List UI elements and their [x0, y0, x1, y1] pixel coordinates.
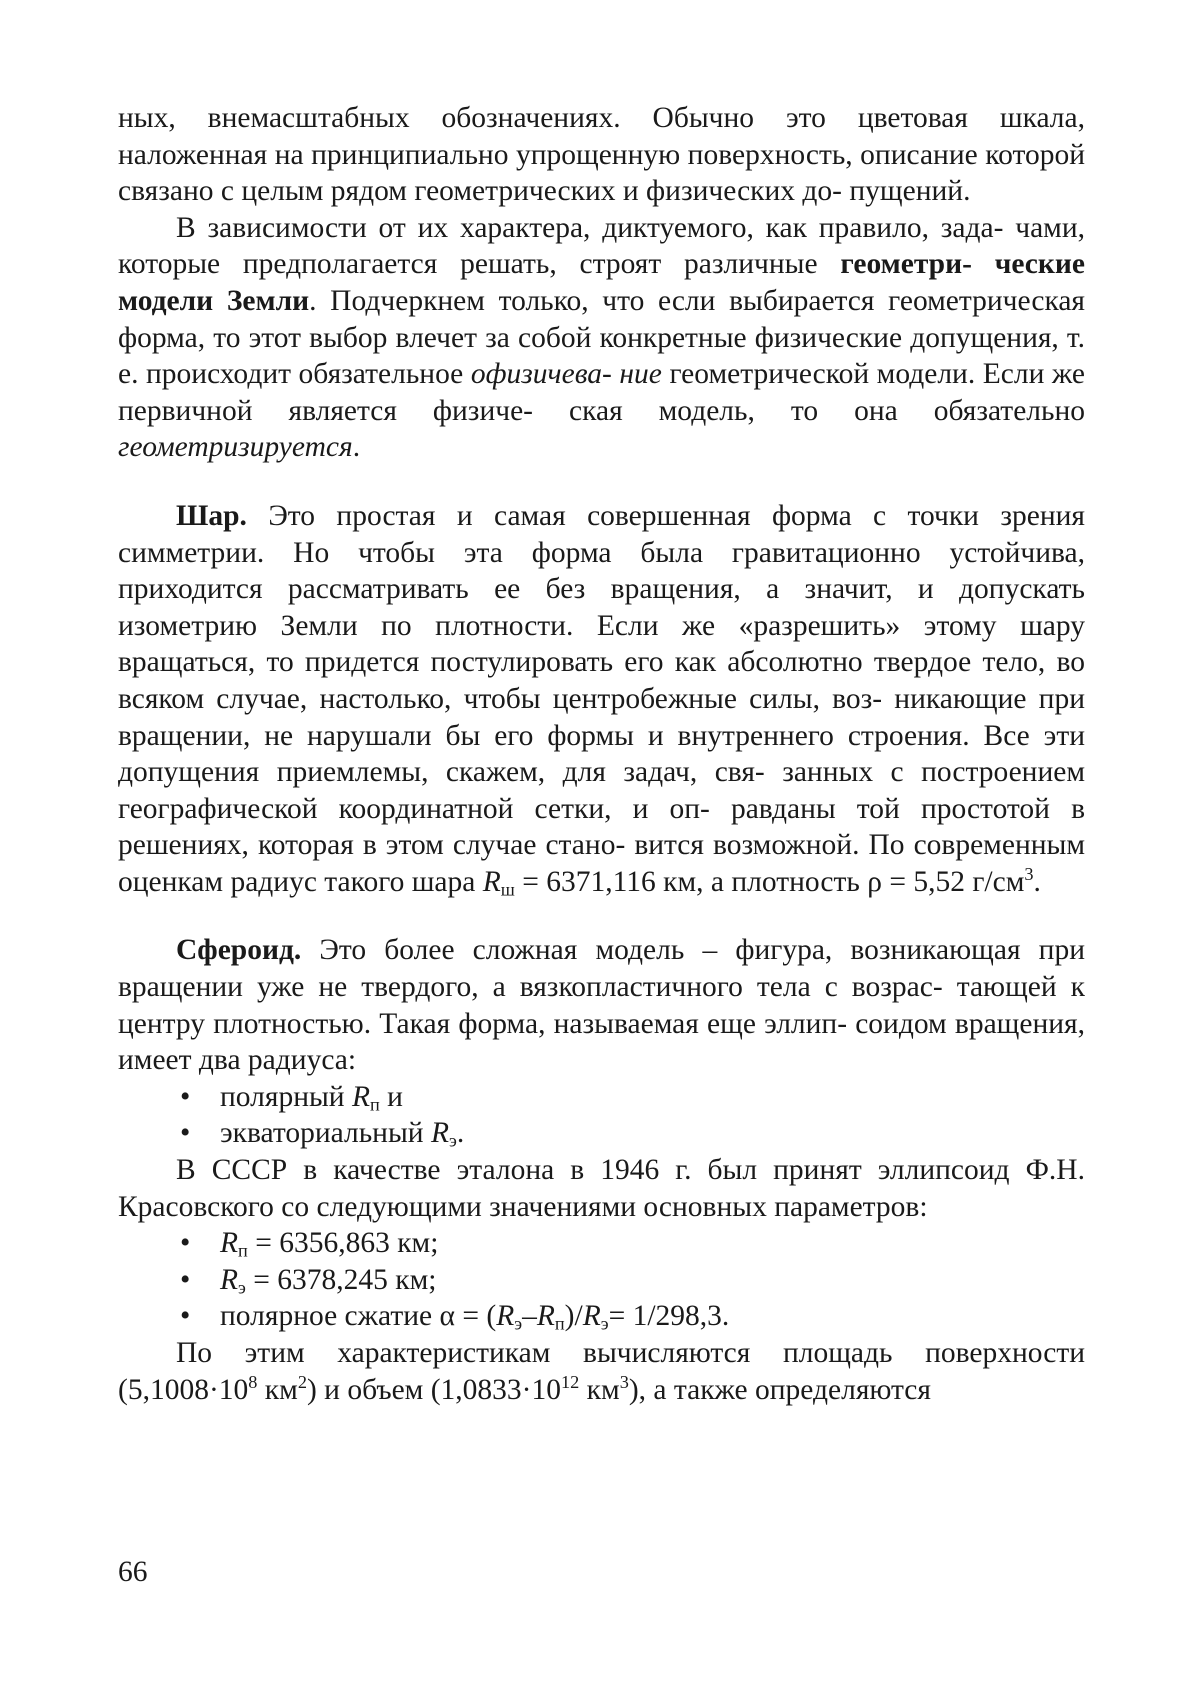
bullet-icon: • — [180, 1117, 191, 1150]
math-subscript: ш — [500, 879, 515, 900]
math-variable: R — [351, 1080, 370, 1113]
bullet-icon: • — [180, 1227, 191, 1260]
paragraph-characteristics: По этим характеристикам вычисляются площадь поверхности ($5,1008\cdot 10^8$ $км^2$) и объем ($1,0833\cdot 10^{12}$ $км^3$), а также определяются — [118, 1337, 1085, 1406]
text-run: вится возможной. По современным оценкам радиус такого шара — [118, 829, 1086, 898]
math-variable: R — [582, 1300, 601, 1333]
text-run: ская модель, то она обязательно — [569, 394, 1085, 427]
list-item: • экваториальный $R_э$. — [180, 1117, 465, 1151]
math-subscript: э — [600, 1313, 609, 1334]
text-run: геометрическая форма, то этот выбор влечет за собой конкретные — [118, 284, 1085, 354]
text-line: ных, внемасштабных обозначениях. Обычно это цветовая шкала, — [118, 102, 1085, 134]
text-run: . — [1033, 865, 1041, 898]
radius-list — [118, 1079, 1085, 1152]
page-number: 66 — [118, 1556, 148, 1588]
text-run: при вращении уже не твердого, а вязкопластичного тела с возрас- — [118, 934, 1085, 1004]
math-variable: R — [220, 1227, 239, 1260]
text-run: чами, которые предполагается решать, строят различные — [118, 211, 1085, 281]
text-run: геометрической модели. Если же первичной является физиче- — [118, 358, 1086, 427]
paragraph-spheroid — [118, 932, 1085, 1078]
bullet-icon: • — [180, 1300, 191, 1333]
math-subscript: э — [238, 1277, 246, 1298]
list-item: • $R_п = 6356,863$ км; — [180, 1227, 439, 1261]
text-run: . — [352, 431, 361, 464]
text-line: наложенная на принципиально упрощенную поверхность, описание — [118, 138, 978, 171]
paragraph-sphere — [118, 498, 1085, 901]
text-run: В зависимости от их характера, диктуемого, как правило, зада- — [176, 211, 1004, 244]
text-run: В СССР в качестве эталона в 1946 г. был принят эллипсоид — [176, 1154, 1010, 1187]
paragraph-krasovsky — [118, 1152, 1085, 1225]
math-superscript: 3 — [619, 1371, 629, 1392]
section-heading-sphere: Шар. — [176, 499, 247, 532]
italic-term: офизичева- — [470, 358, 612, 391]
text-run: приходится рассматривать ее без вращения, а значит, и допускать — [118, 573, 1085, 606]
text-run: симметрии. Но чтобы эта форма была гравитационно устойчива, — [118, 536, 1085, 569]
math-variable: R — [482, 865, 501, 898]
text-run: вращаться, то придется постулировать его как абсолютно твердое — [118, 646, 972, 679]
math-subscript: п — [554, 1313, 565, 1334]
text-run: По этим характеристикам вычисляются площадь поверхности — [176, 1337, 1085, 1369]
text-run: соидом вращения, имеет два радиуса: — [118, 1007, 1085, 1077]
italic-term: ние — [619, 358, 662, 391]
math-subscript: э — [448, 1131, 457, 1151]
text-run: равданы той простотой в решениях, которая в этом случае стано- — [118, 792, 1085, 862]
text-run: никающие при вращении, не нарушали бы его формы и внутреннего — [118, 682, 1086, 752]
math-superscript: 2 — [297, 1371, 307, 1392]
text-run: занных с построением географической координатной сетки, и оп- — [118, 756, 1085, 825]
paragraph-geometric-models — [118, 210, 1085, 466]
bullet-icon: • — [180, 1080, 191, 1113]
italic-term: геометризируется — [118, 431, 353, 464]
text-line: пущений. — [849, 175, 971, 208]
bold-term: геометри- — [840, 248, 972, 281]
text-run: Это более сложная модель – фигура, возникающая — [301, 934, 1021, 967]
math-superscript: 3 — [1024, 863, 1034, 884]
text-run: = 6371,116 км, а плотность ρ = 5,52 г/см — [514, 865, 1025, 898]
text-run: физические допущения, т. е. происходит обязательное — [118, 321, 1085, 391]
section-heading-spheroid: Сфероид. — [176, 934, 302, 967]
page-body — [118, 100, 1085, 1408]
paragraph-continuation — [118, 100, 1085, 210]
text-run: тело, во всяком случае, настолько, чтобы центробежные силы, воз- — [118, 646, 1085, 715]
math-superscript: 12 — [561, 1371, 580, 1392]
math-variable: R — [496, 1300, 515, 1333]
text-run: изометрию Земли по плотности. Если же «разрешить» этому шару — [118, 609, 1085, 642]
list-item: • $R_э = 6378,245$ км; — [180, 1263, 437, 1298]
text-run: Это простая и самая совершенная форма с точки зрения — [246, 499, 1085, 532]
parameters-list — [118, 1225, 1085, 1335]
list-item: • полярный $R_п$ и — [180, 1080, 403, 1115]
bold-term: ческие модели Земли — [118, 248, 1085, 317]
math-variable: R — [430, 1117, 449, 1150]
math-variable: R — [220, 1263, 239, 1296]
text-run: строения. Все эти допущения приемлемы, скажем, для задач, свя- — [118, 719, 1085, 789]
text-run: Ф.Н. Красовского со следующими значениями основных параметров: — [118, 1154, 1085, 1223]
text-run: . Подчеркнем только, что если выбирается — [309, 284, 875, 317]
list-item: • полярное сжатие $\alpha = (R_э-R_п)/R_э= 1/298,3$. — [180, 1300, 730, 1334]
math-subscript: п — [370, 1094, 380, 1115]
bullet-icon: • — [180, 1263, 191, 1296]
math-superscript: 8 — [248, 1371, 258, 1392]
math-variable: R — [536, 1300, 555, 1333]
math-subscript: п — [238, 1240, 248, 1261]
text-run: тающей к центру плотностью. Такая форма, называемая еще эллип- — [118, 971, 1085, 1040]
text-line: которой связано с целым рядом геометрических и физических до- — [118, 138, 1085, 208]
math-subscript: э — [514, 1313, 523, 1334]
